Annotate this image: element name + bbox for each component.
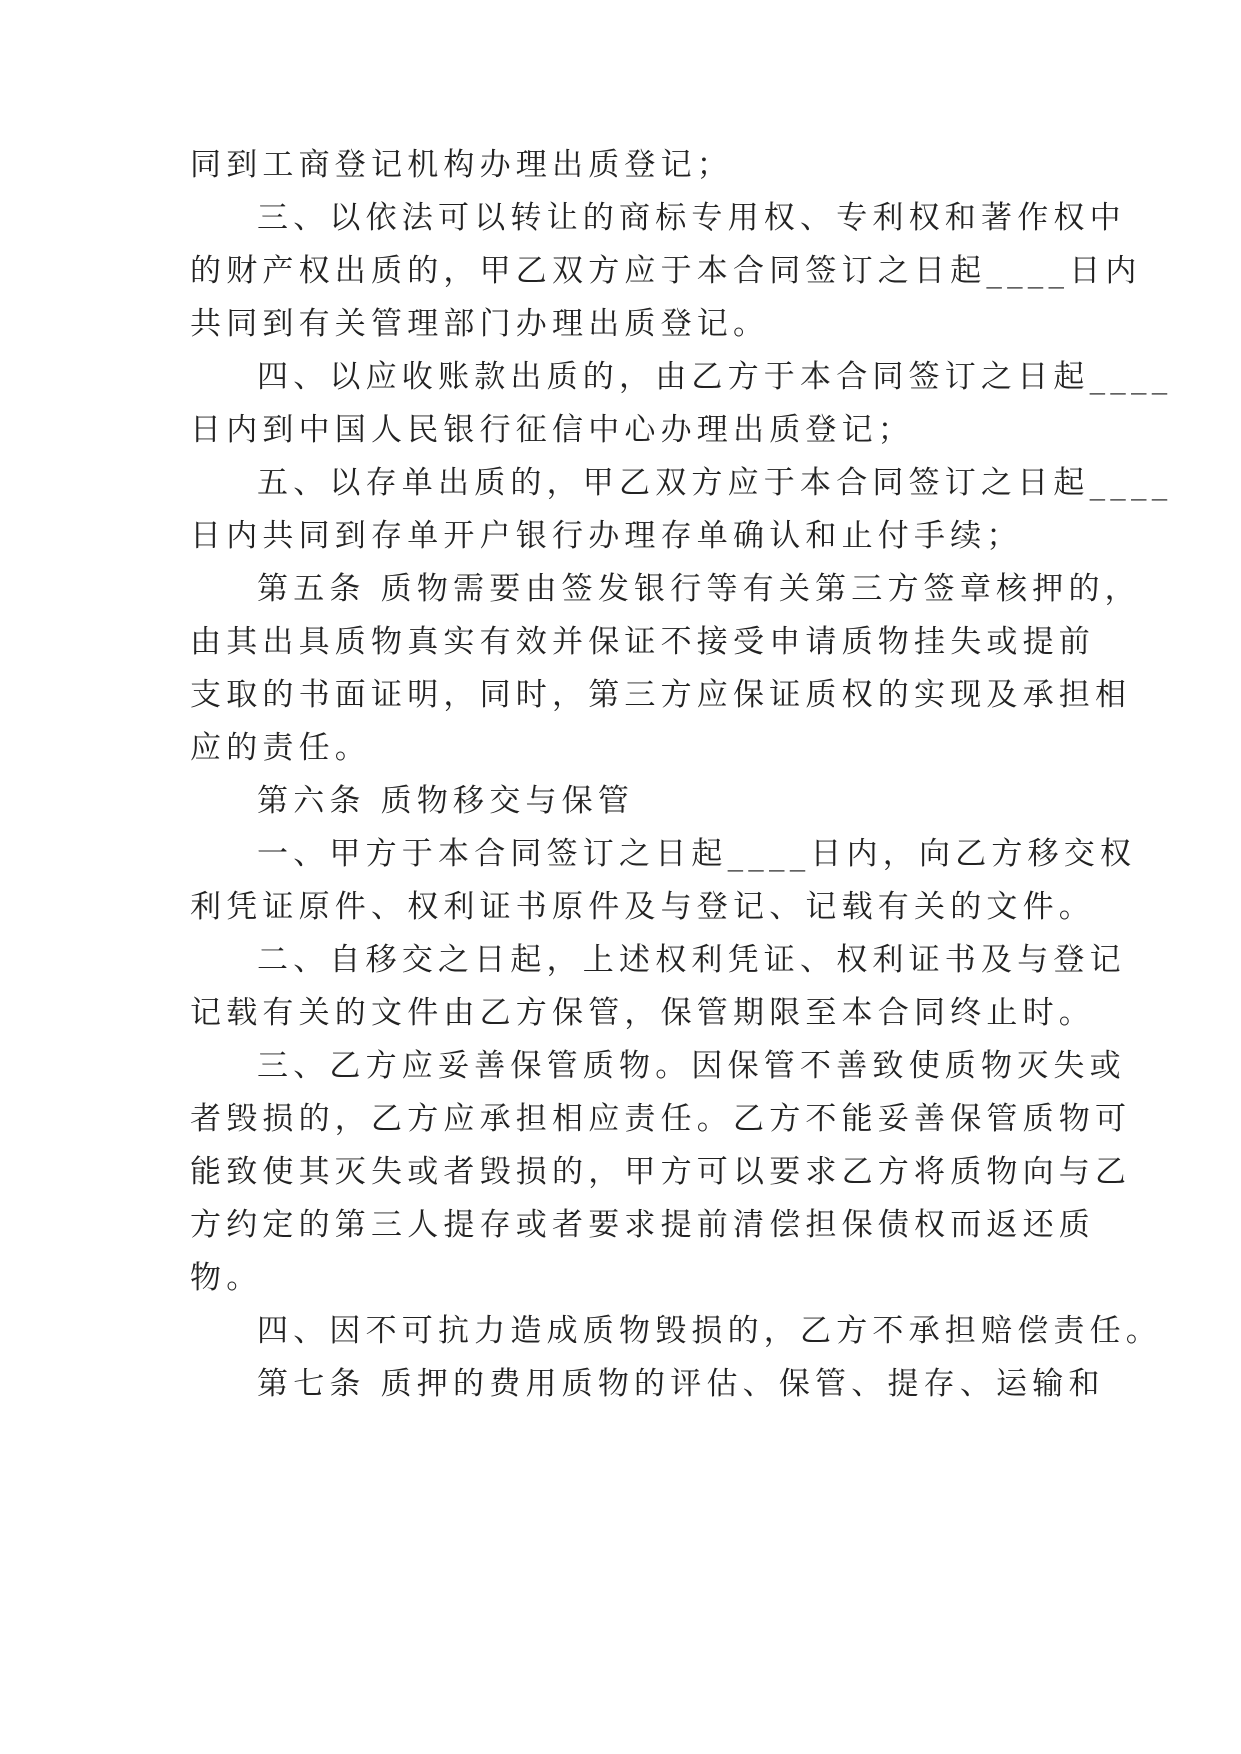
text-line: 由其出具质物真实有效并保证不接受申请质物挂失或提前 bbox=[190, 624, 1095, 660]
text-line: 一、甲方于本合同签订之日起____日内，向乙方移交权 bbox=[257, 836, 1137, 872]
text-line: 应的责任。 bbox=[190, 730, 371, 766]
text-line: 能致使其灭失或者毁损的，甲方可以要求乙方将质物向与乙 bbox=[190, 1154, 1132, 1190]
text-line: 方约定的第三人提存或者要求提前清偿担保债权而返还质 bbox=[190, 1207, 1095, 1243]
text-line: 支取的书面证明，同时，第三方应保证质权的实现及承担相 bbox=[190, 677, 1132, 713]
text-line: 四、以应收账款出质的，由乙方于本合同签订之日起____ bbox=[257, 359, 1173, 395]
text-line: 第七条 质押的费用质物的评估、保管、提存、运输和 bbox=[257, 1366, 1105, 1402]
text-line: 共同到有关管理部门办理出质登记。 bbox=[190, 306, 770, 342]
text-line: 三、以依法可以转让的商标专用权、专利权和著作权中 bbox=[257, 200, 1126, 236]
text-line: 日内到中国人民银行征信中心办理出质登记； bbox=[190, 412, 914, 448]
text-line: 记载有关的文件由乙方保管，保管期限至本合同终止时。 bbox=[190, 995, 1095, 1031]
section-heading: 第六条 质物移交与保管 bbox=[257, 783, 635, 819]
text-line: 同到工商登记机构办理出质登记； bbox=[190, 147, 733, 183]
text-line: 物。 bbox=[190, 1260, 263, 1296]
text-line: 利凭证原件、权利证书原件及与登记、记载有关的文件。 bbox=[190, 889, 1095, 925]
text-line: 第五条 质物需要由签发银行等有关第三方签章核押的， bbox=[257, 571, 1141, 607]
text-line: 的财产权出质的，甲乙双方应于本合同签订之日起____日内 bbox=[190, 253, 1142, 289]
text-line: 五、以存单出质的，甲乙双方应于本合同签订之日起____ bbox=[257, 465, 1173, 501]
text-line: 四、因不可抗力造成质物毁损的，乙方不承担赔偿责任。 bbox=[257, 1313, 1162, 1349]
text-line: 二、自移交之日起，上述权利凭证、权利证书及与登记 bbox=[257, 942, 1126, 978]
text-line: 日内共同到存单开户银行办理存单确认和止付手续； bbox=[190, 518, 1023, 554]
text-line: 三、乙方应妥善保管质物。因保管不善致使质物灭失或 bbox=[257, 1048, 1126, 1084]
text-line: 者毁损的，乙方应承担相应责任。乙方不能妥善保管质物可 bbox=[190, 1101, 1132, 1137]
